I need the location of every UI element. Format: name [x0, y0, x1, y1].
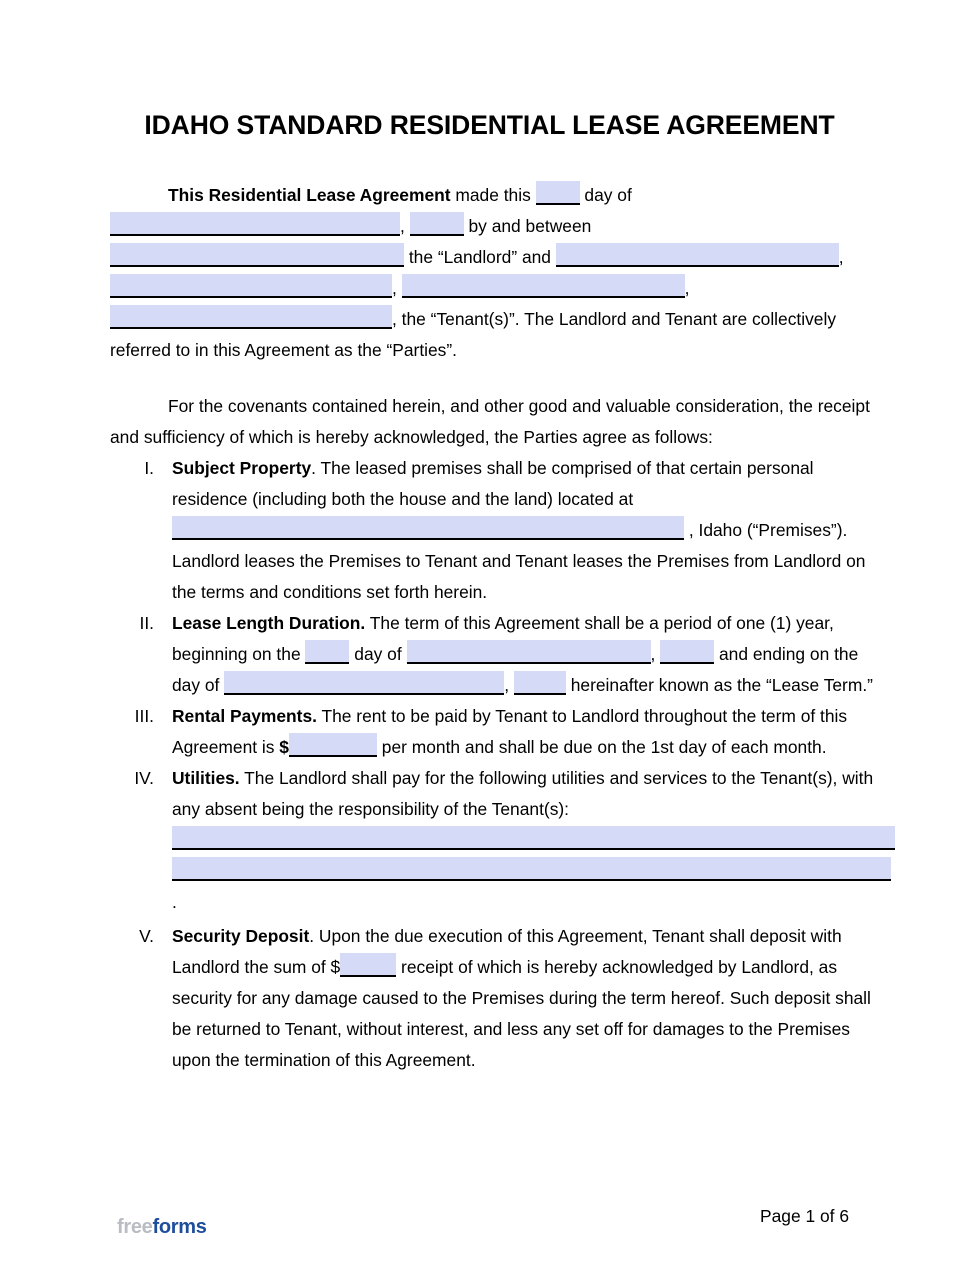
section-heading: Rental Payments. [172, 706, 317, 726]
tenant-name-field-4[interactable] [110, 305, 392, 329]
day-field[interactable] [536, 181, 580, 205]
intro-text-4: by and between [463, 216, 592, 236]
logo-text-free: free [117, 1216, 153, 1238]
section-text-a: The term of this Agreement shall be a period of one (1) year, beginning on the [172, 613, 834, 664]
lease-start-day-field[interactable] [305, 640, 349, 664]
section-heading-suffix: . [311, 458, 317, 478]
section-security-deposit [110, 921, 876, 1076]
premises-address-field[interactable] [172, 516, 684, 540]
section-subject-property [110, 453, 876, 608]
section-rental-payments [110, 701, 876, 763]
section-text-f: hereinafter known as the “Lease Term.” [565, 675, 873, 695]
intro-text-1: made this [450, 185, 536, 205]
lease-start-month-field[interactable] [407, 640, 651, 664]
section-body [172, 921, 876, 1076]
intro-lead-bold: This Residential Lease Agreement [168, 185, 451, 205]
intro-text-9: , the “Tenant(s)”. The Landlord and Tenant are collectively referred to in this Agreement as the “Parties”. [110, 309, 837, 360]
tenant-name-field-1[interactable] [556, 243, 839, 267]
section-heading: Security Deposit [172, 926, 310, 946]
section-lease-length-duration [110, 608, 876, 701]
lease-end-year-field[interactable] [514, 671, 566, 695]
year-field[interactable] [410, 212, 464, 236]
freeforms-logo [117, 1216, 207, 1239]
section-text-b: receipt of which is hereby acknowledged by Landlord, as security for any damage caused to the Premises during the term hereof. Such deposit shall be returned to Tenant, without interest, and less any set off for damages to the Premises upon the termination of this Agreement. [172, 957, 871, 1070]
section-text-e: , [504, 675, 514, 695]
section-numeral: I. [144, 458, 154, 478]
section-numeral: V. [139, 926, 154, 946]
section-body [172, 763, 876, 918]
tenant-name-field-2[interactable] [110, 274, 392, 298]
section-heading: Utilities. [172, 768, 240, 788]
landlord-name-field[interactable] [110, 243, 404, 267]
intro-text-8: , [684, 278, 690, 298]
security-deposit-amount-field[interactable] [340, 953, 396, 977]
utilities-field-line-1[interactable] [172, 826, 895, 850]
intro-text-6: , [838, 247, 844, 267]
consideration-paragraph: For the covenants contained herein, and other good and valuable consideration, the receipt and sufficiency of which is hereby acknowledged, the Parties agree as follows: [110, 396, 870, 447]
dollar-sign: $ [279, 737, 289, 757]
intro-paragraph [110, 180, 876, 366]
section-utilities [110, 763, 876, 918]
intro-text-2: day of [579, 185, 632, 205]
section-text-d: and ending on the day of [172, 644, 859, 695]
section-text-b: , Idaho (“Premises”). Landlord leases the Premises to Tenant and Tenant leases the Premises from Landlord on the terms and conditions set forth herein. [172, 520, 866, 602]
utilities-field-line-2[interactable] [172, 857, 891, 881]
section-text-a: The rent to be paid by Tenant to Landlord throughout the term of this Agreement is [172, 706, 848, 757]
section-body [172, 701, 876, 763]
page-number: Page 1 of 6 [760, 1206, 849, 1226]
monthly-rent-field[interactable] [289, 733, 377, 757]
dollar-sign: $ [330, 957, 341, 977]
page-footer [0, 1200, 979, 1260]
section-heading: Lease Length Duration. [172, 613, 366, 633]
spacer [110, 366, 876, 391]
lease-start-year-field[interactable] [660, 640, 714, 664]
intro-text-5: the “Landlord” and [404, 247, 556, 267]
section-heading-suffix: . [309, 926, 315, 946]
section-text-b: day of [349, 644, 407, 664]
section-text-b: per month and shall be due on the 1st day of each month. [376, 737, 827, 757]
section-heading: Subject Property [172, 458, 312, 478]
section-body [172, 608, 876, 701]
intro-text-3: , [400, 216, 410, 236]
section-body [172, 453, 876, 608]
page-title: IDAHO STANDARD RESIDENTIAL LEASE AGREEMENT [144, 110, 835, 140]
section-numeral: II. [139, 613, 154, 633]
section-text-c: , [650, 644, 661, 664]
lease-end-date-field[interactable] [224, 671, 504, 695]
month-field[interactable] [110, 212, 400, 236]
document-body [110, 180, 876, 1076]
section-text-a: The Landlord shall pay for the following utilities and services to the Tenant(s), with any absent being the responsibility of the Tenant(s): [172, 768, 874, 819]
intro-text-7: , [392, 278, 402, 298]
logo-text-forms: forms [152, 1216, 207, 1238]
tenant-name-field-3[interactable] [402, 274, 685, 298]
section-numeral: IV. [134, 768, 154, 788]
section-text-a: Upon the due execution of this Agreement, Tenant shall deposit with Landlord the sum of [172, 926, 842, 977]
section-text-a: The leased premises shall be comprised of that certain personal residence (including both the house and the land) located at [172, 458, 814, 509]
section-numeral: III. [134, 706, 154, 726]
section-text-b: . [172, 892, 177, 912]
